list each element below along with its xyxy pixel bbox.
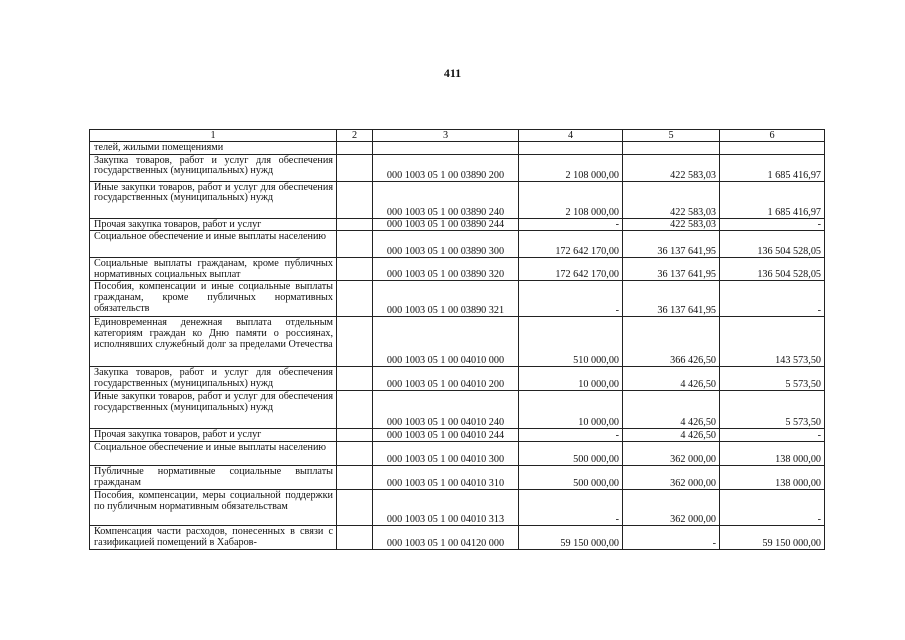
row-col2-cell — [337, 525, 373, 549]
row-name-cell: Иные закупки товаров, работ и услуг для обеспечения государственных (муниципальных) нужд — [90, 181, 337, 218]
row-col6-cell: 5 573,50 — [720, 367, 825, 391]
row-col2-cell — [337, 142, 373, 155]
table-row — [90, 258, 825, 281]
row-col6-cell: - — [720, 281, 825, 317]
row-col4-cell — [519, 142, 623, 155]
row-col5-cell: 422 583,03 — [623, 181, 720, 218]
row-code-cell: 000 1003 05 1 00 03890 300 — [373, 231, 519, 258]
row-col2-cell — [337, 391, 373, 429]
row-col5-cell: 422 583,03 — [623, 154, 720, 181]
table-row — [90, 525, 825, 549]
table-row — [90, 367, 825, 391]
row-col4-cell: - — [519, 281, 623, 317]
table-row — [90, 142, 825, 155]
row-col4-cell: 172 642 170,00 — [519, 258, 623, 281]
table-row — [90, 218, 825, 231]
row-col5-cell: 36 137 641,95 — [623, 258, 720, 281]
row-col6-cell: 136 504 528,05 — [720, 258, 825, 281]
row-name-cell: Иные закупки товаров, работ и услуг для обеспечения государственных (муниципальных) нужд — [90, 391, 337, 429]
row-col2-cell — [337, 429, 373, 442]
row-col5-cell: 4 426,50 — [623, 391, 720, 429]
table-row — [90, 281, 825, 317]
header-col-5: 5 — [623, 130, 720, 142]
row-col5-cell: 4 426,50 — [623, 367, 720, 391]
row-col2-cell — [337, 258, 373, 281]
row-col2-cell — [337, 281, 373, 317]
row-col5-cell — [623, 142, 720, 155]
row-name-cell: Закупка товаров, работ и услуг для обеспечения государственных (муниципальных) нужд — [90, 154, 337, 181]
row-name-cell: Единовременная денежная выплата отдельным категориям граждан ко Дню памяти о россиянах, исполнявших служебный долг за пределами Отечества — [90, 317, 337, 367]
header-col-3: 3 — [373, 130, 519, 142]
table-row — [90, 465, 825, 489]
row-col4-cell: 59 150 000,00 — [519, 525, 623, 549]
row-code-cell: 000 1003 05 1 00 04010 000 — [373, 317, 519, 367]
row-col6-cell: 138 000,00 — [720, 465, 825, 489]
table-row — [90, 181, 825, 218]
row-code-cell: 000 1003 05 1 00 04010 313 — [373, 489, 519, 525]
budget-table — [89, 129, 825, 550]
row-col6-cell: 136 504 528,05 — [720, 231, 825, 258]
row-code-cell: 000 1003 05 1 00 03890 240 — [373, 181, 519, 218]
row-name-cell: Компенсация части расходов, понесенных в связи с газификацией помещений в Хабаров- — [90, 525, 337, 549]
row-col6-cell: 143 573,50 — [720, 317, 825, 367]
table-row — [90, 441, 825, 465]
row-col2-cell — [337, 181, 373, 218]
table-row — [90, 231, 825, 258]
row-col5-cell: 366 426,50 — [623, 317, 720, 367]
header-col-6: 6 — [720, 130, 825, 142]
row-col5-cell: 362 000,00 — [623, 489, 720, 525]
row-col4-cell: - — [519, 218, 623, 231]
row-name-cell: Закупка товаров, работ и услуг для обеспечения государственных (муниципальных) нужд — [90, 367, 337, 391]
row-col5-cell: 4 426,50 — [623, 429, 720, 442]
row-col4-cell: 10 000,00 — [519, 391, 623, 429]
row-col2-cell — [337, 218, 373, 231]
row-name-cell: Пособия, компенсации, меры социальной поддержки по публичным нормативным обязательствам — [90, 489, 337, 525]
table-header-row — [90, 130, 825, 142]
table-row — [90, 391, 825, 429]
row-code-cell: 000 1003 05 1 00 04010 310 — [373, 465, 519, 489]
row-col5-cell: 36 137 641,95 — [623, 231, 720, 258]
row-code-cell: 000 1003 05 1 00 04010 300 — [373, 441, 519, 465]
row-col6-cell: 138 000,00 — [720, 441, 825, 465]
row-col6-cell — [720, 142, 825, 155]
row-col5-cell: 362 000,00 — [623, 441, 720, 465]
row-code-cell: 000 1003 05 1 00 04120 000 — [373, 525, 519, 549]
row-col6-cell: 59 150 000,00 — [720, 525, 825, 549]
header-col-4: 4 — [519, 130, 623, 142]
row-col5-cell: 36 137 641,95 — [623, 281, 720, 317]
row-col6-cell: - — [720, 489, 825, 525]
row-col6-cell: 5 573,50 — [720, 391, 825, 429]
row-col5-cell: - — [623, 525, 720, 549]
row-col6-cell: 1 685 416,97 — [720, 181, 825, 218]
row-col4-cell: - — [519, 489, 623, 525]
row-col2-cell — [337, 317, 373, 367]
row-col6-cell: - — [720, 429, 825, 442]
row-name-cell: Социальное обеспечение и иные выплаты населению — [90, 441, 337, 465]
row-col5-cell: 362 000,00 — [623, 465, 720, 489]
row-col4-cell: 500 000,00 — [519, 441, 623, 465]
row-code-cell — [373, 142, 519, 155]
table-row — [90, 429, 825, 442]
row-name-cell: Прочая закупка товаров, работ и услуг — [90, 218, 337, 231]
row-code-cell: 000 1003 05 1 00 03890 244 — [373, 218, 519, 231]
row-name-cell: Публичные нормативные социальные выплаты гражданам — [90, 465, 337, 489]
row-col4-cell: 500 000,00 — [519, 465, 623, 489]
row-code-cell: 000 1003 05 1 00 04010 244 — [373, 429, 519, 442]
row-col2-cell — [337, 231, 373, 258]
row-col2-cell — [337, 465, 373, 489]
row-col6-cell: - — [720, 218, 825, 231]
row-col4-cell: 172 642 170,00 — [519, 231, 623, 258]
row-col4-cell: 10 000,00 — [519, 367, 623, 391]
row-name-cell: Пособия, компенсации и иные социальные выплаты гражданам, кроме публичных нормативных обязательств — [90, 281, 337, 317]
row-col2-cell — [337, 489, 373, 525]
row-code-cell: 000 1003 05 1 00 04010 200 — [373, 367, 519, 391]
row-col4-cell: - — [519, 429, 623, 442]
row-col5-cell: 422 583,03 — [623, 218, 720, 231]
row-code-cell: 000 1003 05 1 00 03890 321 — [373, 281, 519, 317]
row-code-cell: 000 1003 05 1 00 03890 200 — [373, 154, 519, 181]
row-col2-cell — [337, 441, 373, 465]
table-row — [90, 154, 825, 181]
row-code-cell: 000 1003 05 1 00 03890 320 — [373, 258, 519, 281]
row-name-cell: Социальное обеспечение и иные выплаты населению — [90, 231, 337, 258]
header-col-2: 2 — [337, 130, 373, 142]
page-number: 411 — [443, 66, 462, 80]
row-col4-cell: 2 108 000,00 — [519, 154, 623, 181]
row-name-cell: Прочая закупка товаров, работ и услуг — [90, 429, 337, 442]
row-col2-cell — [337, 154, 373, 181]
row-col2-cell — [337, 367, 373, 391]
row-col6-cell: 1 685 416,97 — [720, 154, 825, 181]
row-col4-cell: 510 000,00 — [519, 317, 623, 367]
row-name-cell: Социальные выплаты гражданам, кроме публичных нормативных социальных выплат — [90, 258, 337, 281]
table-row — [90, 489, 825, 525]
row-col4-cell: 2 108 000,00 — [519, 181, 623, 218]
header-col-1: 1 — [90, 130, 337, 142]
row-name-cell: телей, жилыми помещениями — [90, 142, 337, 155]
table-row — [90, 317, 825, 367]
row-code-cell: 000 1003 05 1 00 04010 240 — [373, 391, 519, 429]
